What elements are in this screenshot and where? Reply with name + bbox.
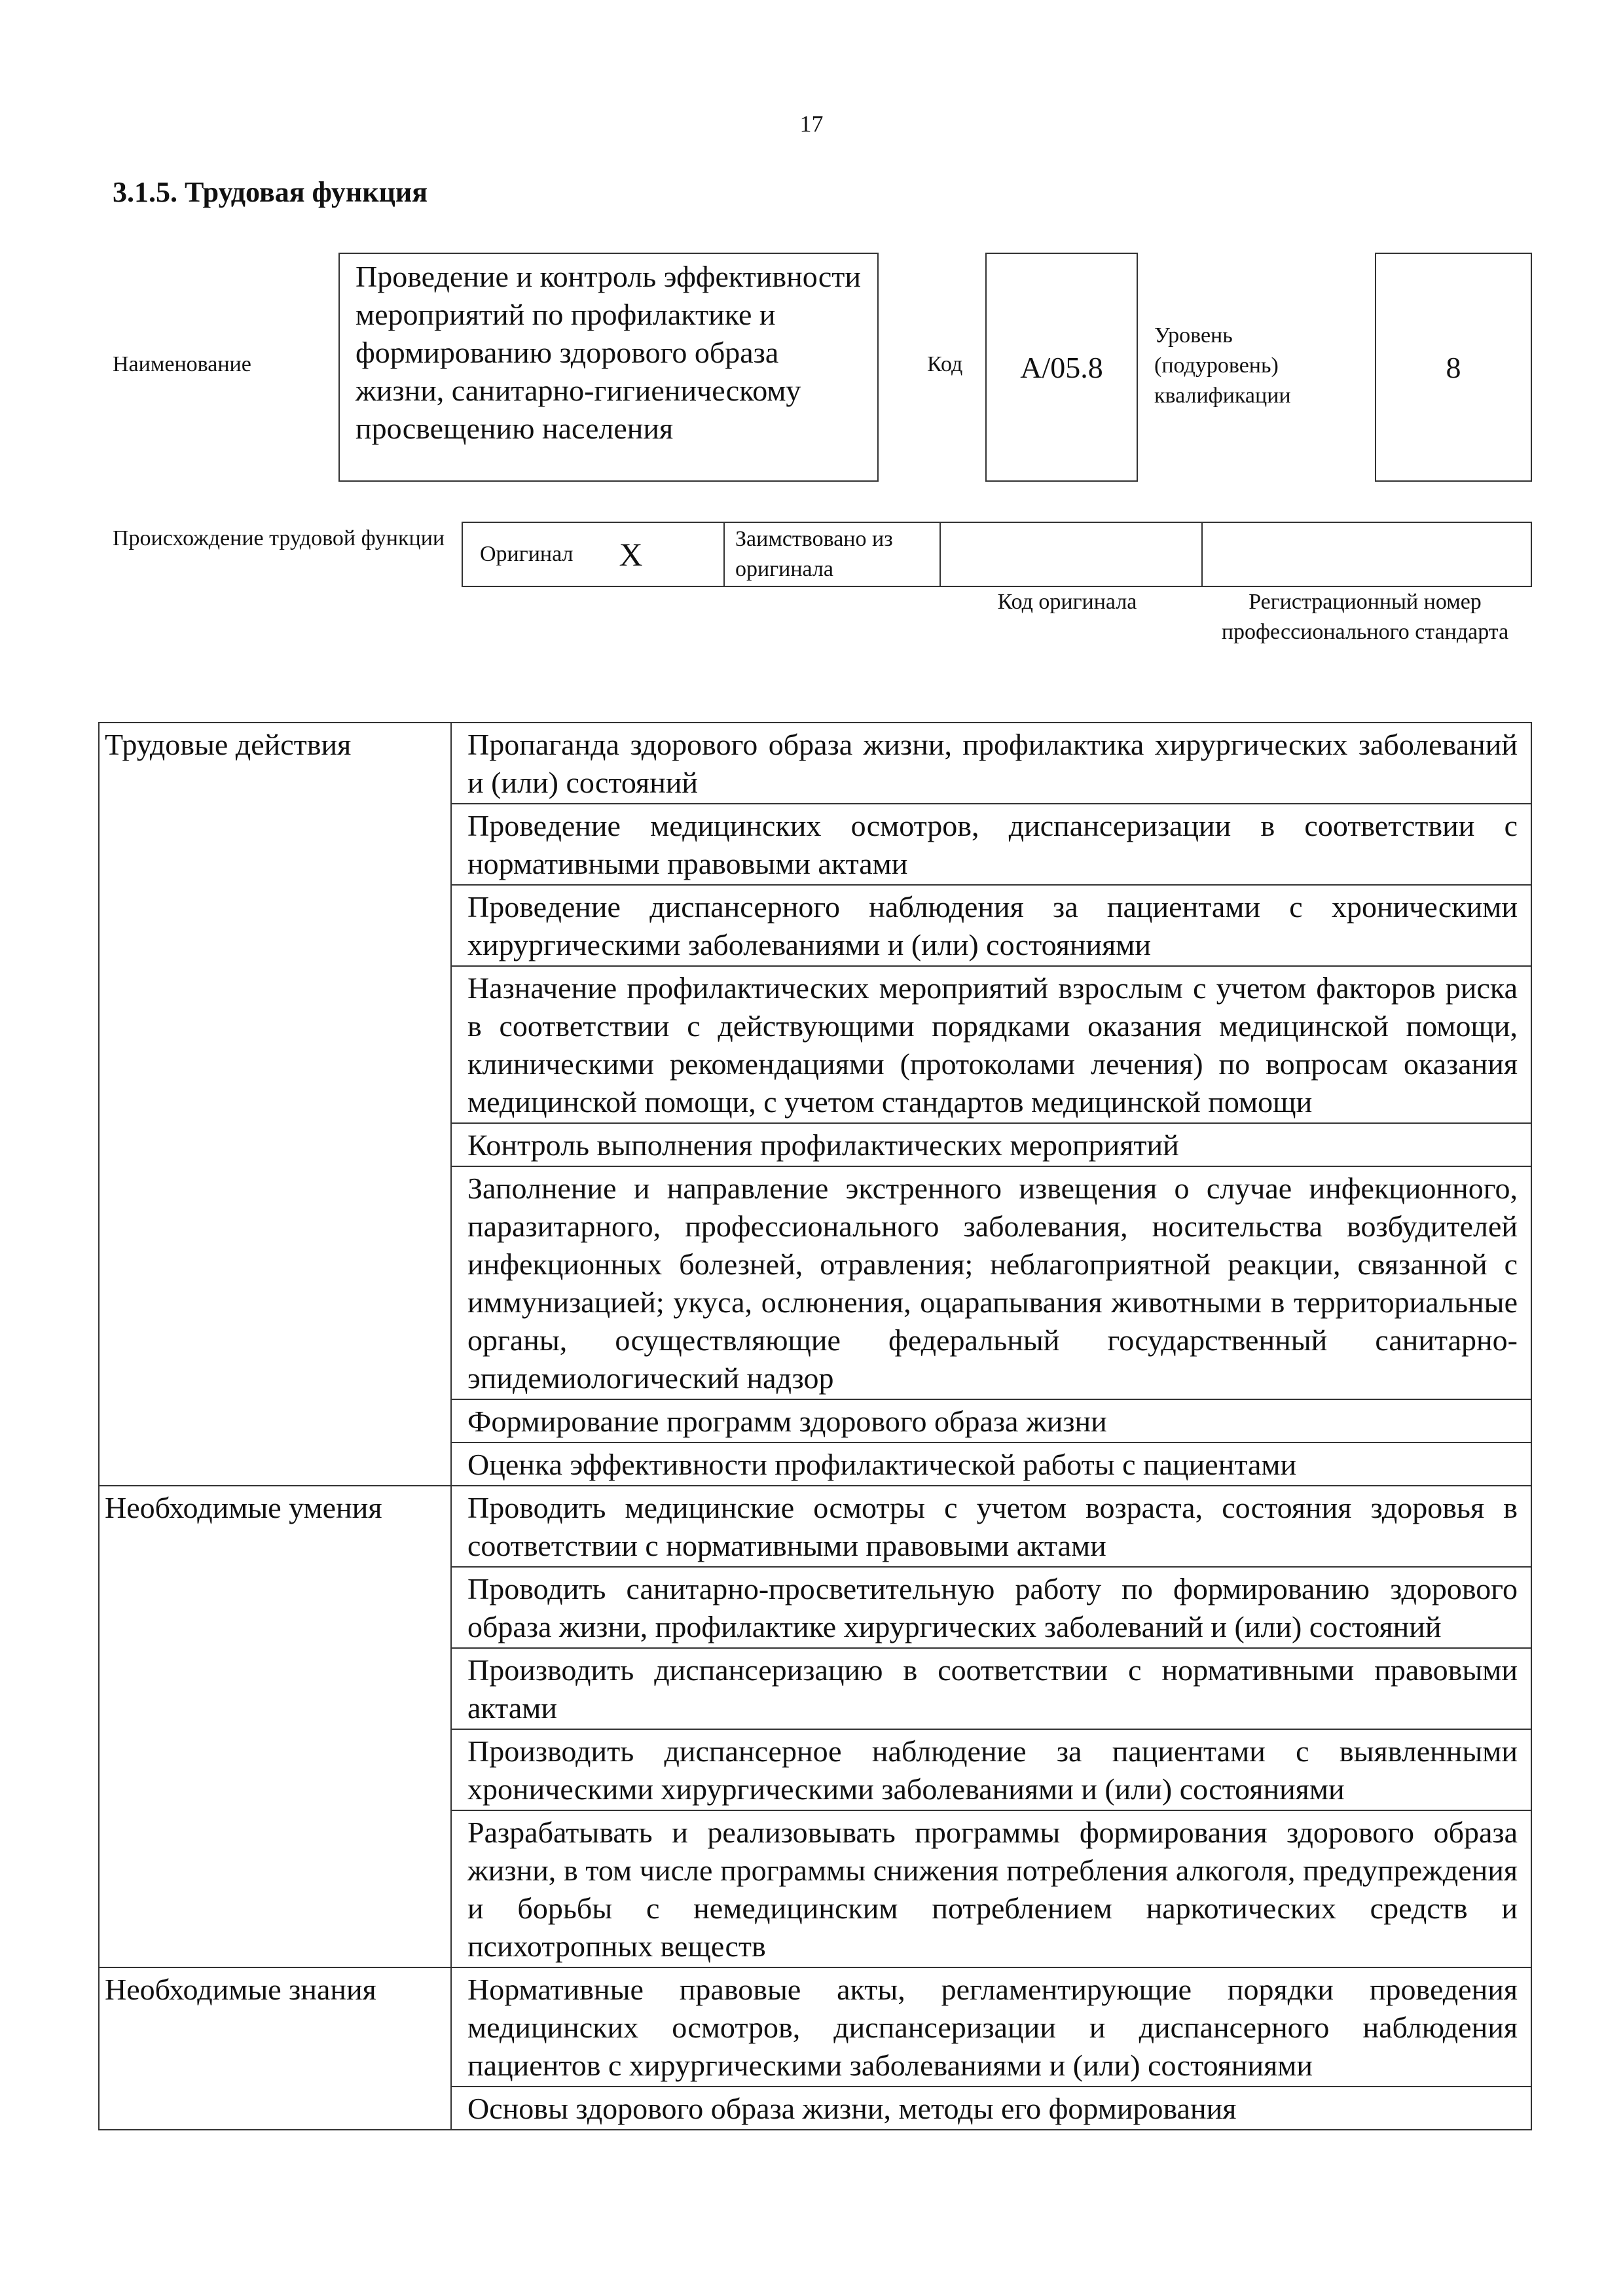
- table-cell: Проведение медицинских осмотров, диспансеризации в соответствии с нормативными правовыми актами: [451, 804, 1531, 885]
- section-title: 3.1.5. Трудовая функция: [113, 176, 428, 208]
- table-cell: Разрабатывать и реализовывать программы формирования здорового образа жизни, в том числе программы снижения потребления алкоголя, предупреждения и борьбы с немедицинским потреблением наркотических средств и психотропных веществ: [451, 1810, 1531, 1967]
- registration-number-caption: Регистрационный номер профессионального стандарта: [1221, 590, 1509, 644]
- original-cell: [463, 523, 725, 586]
- original-code-caption: Код оригинала: [997, 590, 1137, 614]
- table-cell: Основы здорового образа жизни, методы его формирования: [451, 2087, 1531, 2130]
- table-cell: Назначение профилактических мероприятий взрослым с учетом факторов риска в соответствии с действующими порядками оказания медицинской помощи, клиническими рекомендациями (протоколами лечения) по вопросам оказания медицинской помощи, с учетом стандартов медицинской помощи: [451, 966, 1531, 1123]
- code-box: А/05.8: [985, 253, 1138, 482]
- original-mark: X: [619, 536, 643, 573]
- level-label: Уровень (подуровень) квалификации: [1154, 323, 1291, 408]
- name-label: Наименование: [113, 352, 251, 376]
- page-number: 17: [799, 111, 824, 137]
- code-label: Код: [927, 352, 963, 376]
- category-label: Необходимые знания: [99, 1967, 451, 2130]
- table-row: [99, 1967, 1531, 2087]
- function-name-box: Проведение и контроль эффективности мероприятий по профилактике и формированию здорового образа жизни, санитарно-гигиеническому просвещению населения: [338, 253, 879, 482]
- table-cell: Проводить медицинские осмотры с учетом возраста, состояния здоровья в соответствии с нормативными правовыми актами: [451, 1486, 1531, 1567]
- level-box: 8: [1375, 253, 1532, 482]
- table-cell: Проводить санитарно-просветительную работу по формированию здорового образа жизни, профилактике хирургических заболеваний и (или) состояний: [451, 1567, 1531, 1648]
- table-cell: Контроль выполнения профилактических мероприятий: [451, 1123, 1531, 1166]
- table-cell: Нормативные правовые акты, регламентирующие порядки проведения медицинских осмотров, диспансеризации и диспансерного наблюдения пациентов с хирургическими заболеваниями и (или) состояниями: [451, 1967, 1531, 2087]
- origin-row: [462, 522, 1532, 587]
- category-label: Трудовые действия: [99, 723, 451, 1486]
- table-cell: Оценка эффективности профилактической работы с пациентами: [451, 1443, 1531, 1486]
- table-cell: Заполнение и направление экстренного извещения о случае инфекционного, паразитарного, профессионального заболевания, носительства возбудителей инфекционных болезней, отравления; неблагоприятной реакции, связанной с иммунизацией; укуса, ослюнения, оцарапывания животными в территориальные органы, осуществляющие федеральный государственный санитарно-эпидемиологический надзор: [451, 1166, 1531, 1399]
- table-cell: Пропаганда здорового образа жизни, профилактика хирургических заболеваний и (или) состояний: [451, 723, 1531, 804]
- table-cell: Формирование программ здорового образа жизни: [451, 1399, 1531, 1443]
- table-row: [99, 723, 1531, 804]
- requirements-table: [98, 722, 1532, 2130]
- table-cell: Проведение диспансерного наблюдения за пациентами с хроническими хирургическими заболеваниями и (или) состояниями: [451, 885, 1531, 966]
- table-cell: Производить диспансерное наблюдение за пациентами с выявленными хроническими хирургическими заболеваниями и (или) состояниями: [451, 1729, 1531, 1810]
- table-row: [99, 1486, 1531, 1567]
- borrowed-label: Заимствовано из оригинала: [725, 523, 941, 586]
- original-label: Оригинал: [480, 542, 574, 566]
- registration-number-cell: [1203, 523, 1531, 586]
- origin-label: Происхождение трудовой функции: [113, 526, 445, 550]
- category-label: Необходимые умения: [99, 1486, 451, 1967]
- original-code-cell: [941, 523, 1203, 586]
- table-cell: Производить диспансеризацию в соответствии с нормативными правовыми актами: [451, 1648, 1531, 1729]
